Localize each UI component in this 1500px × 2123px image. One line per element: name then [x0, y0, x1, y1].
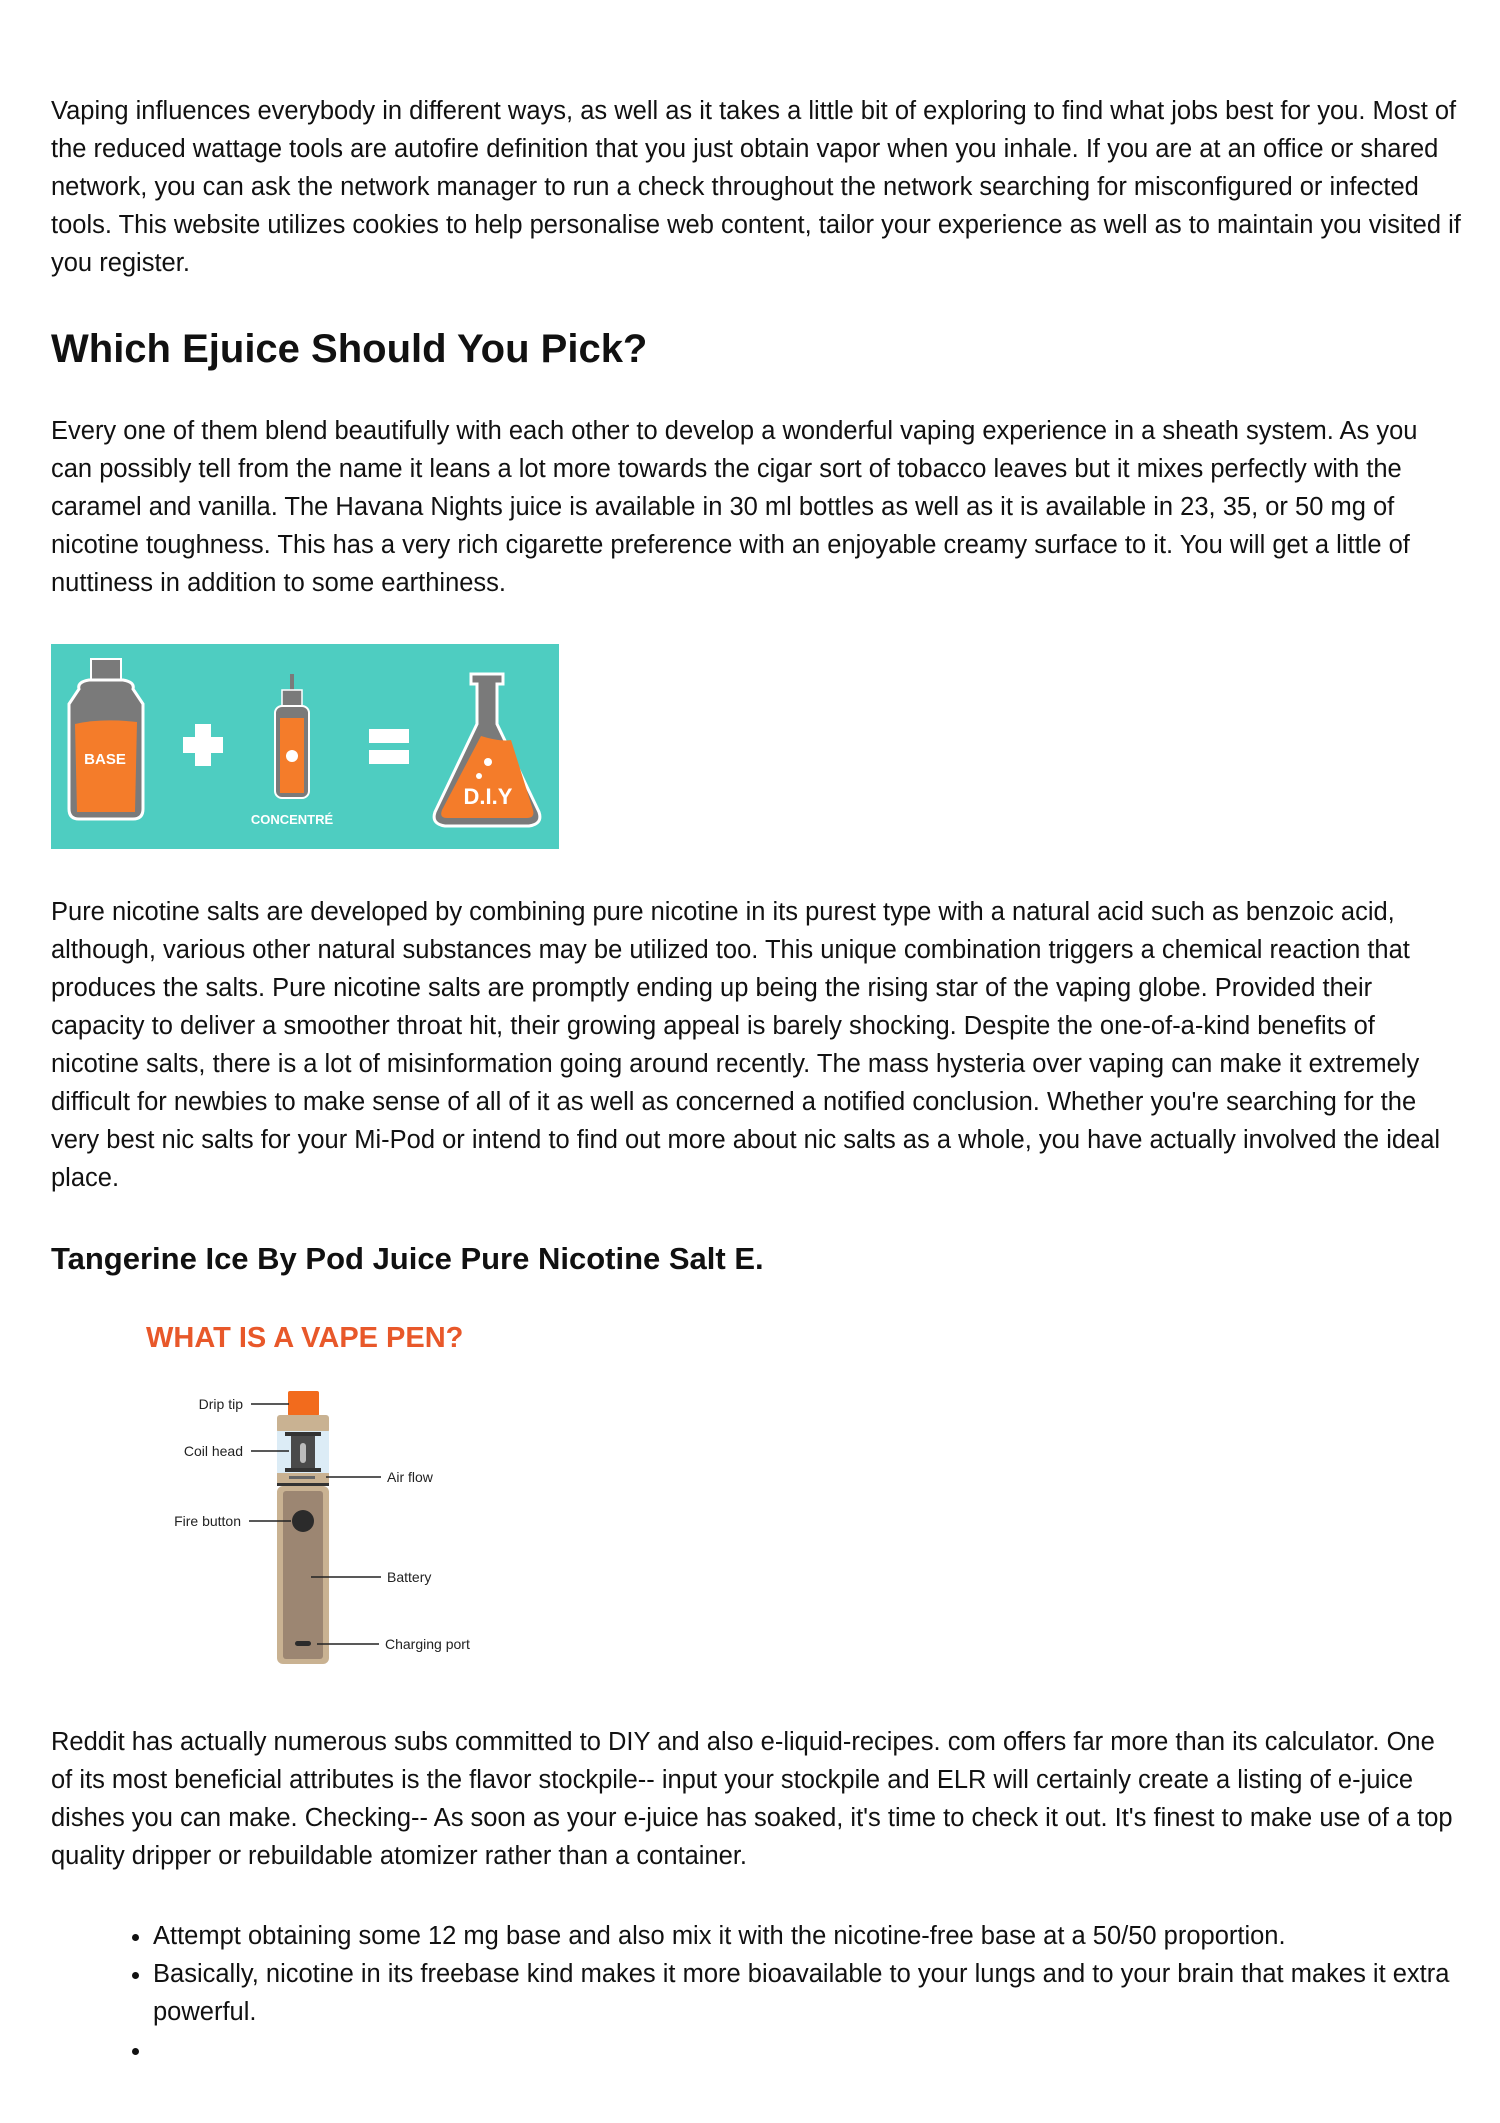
paragraph-intro: Vaping influences everybody in different ways, as well as it takes a little bit of exploring to find what jobs best for you. Most of the reduced wattage tools are autofire definition that you just obtain vapor when you inhale. If you are at an office or shared network, you can ask the network manager to run a check throughout the network searching for misconfigured or infected tools. This website utilizes cookies to help personalise web content, tailor your experience as well as to maintain you visited if you register.	[51, 97, 1461, 277]
svg-text:Coil head: Coil head	[183, 1443, 243, 1459]
paragraph-reddit: Reddit has actually numerous subs committed to DIY and also e-liquid-recipes. com offers far more than its calculator. One of its most beneficial attributes is the flavor stockpile-- input your stockpile and ELR will certainly create a listing of e-juice dishes you can make. Checking-- As soon as your e-juice has soaked, it's time to check it out. It's finest to make use of a top quality dripper or rebuildable atomizer rather than a container.	[51, 1728, 1453, 1870]
base-bottle-icon	[69, 659, 143, 819]
section-heading: Which Ejuice Should You Pick?	[51, 327, 648, 371]
paragraph-nicotine-salts: Pure nicotine salts are developed by combining pure nicotine in its purest type with a natural acid such as benzoic acid, although, various other natural substances may be utilized too. This unique combination triggers a chemical reaction that produces the salts. Pure nicotine salts are promptly ending up being the rising star of the vaping globe. Provided their capacity to deliver a smoother throat hit, their growing appeal is barely shocking. Despite the one-of-a-kind benefits of nicotine salts, there is a lot of misinformation going around recently. The mass hysteria over vaping can make it extremely difficult for newbies to make sense of all of it as well as concerned a notified conclusion. Whether you're searching for the very best nic salts for your Mi-Pod or intend to find out more about nic salts as a whole, you have actually involved the ideal place.	[51, 898, 1441, 1192]
svg-text:Air flow: Air flow	[387, 1469, 433, 1485]
svg-text:D.I.Y: D.I.Y	[463, 784, 513, 809]
bullet-list	[51, 1917, 1461, 2069]
svg-text:WHAT IS A VAPE PEN?: WHAT IS A VAPE PEN?	[146, 1322, 464, 1354]
subsection-heading: Tangerine Ice By Pod Juice Pure Nicotine Salt E.	[51, 1241, 764, 1276]
svg-text:Drip tip: Drip tip	[198, 1396, 243, 1412]
paragraph-ejuice: Every one of them blend beautifully with each other to develop a wonderful vaping experience in a sheath system. As you can possibly tell from the name it leans a lot more towards the cigar sort of tobacco leaves but it mixes perfectly with the caramel and vanilla. The Havana Nights juice is available in 30 ml bottles as well as it is available in 23, 35, or 50 mg of nicotine toughness. This has a very rich cigarette preference with an enjoyable creamy surface to it. You will get a little of nuttiness in addition to some earthiness.	[51, 417, 1418, 597]
svg-text:CONCENTRÉ: CONCENTRÉ	[250, 812, 334, 827]
list-item	[153, 2031, 1461, 2069]
list-item: • Basically, nicotine in its freebase kind makes it more bioavailable to your lungs and to your brain that makes it extra powerful.	[153, 1955, 1461, 2031]
article	[51, 92, 1461, 2069]
svg-text:BASE: BASE	[84, 751, 126, 768]
svg-text:Charging port: Charging port	[385, 1636, 470, 1652]
svg-text:Battery: Battery	[387, 1569, 432, 1585]
list-item: • Attempt obtaining some 12 mg base and also mix it with the nicotine-free base at a 50/50 proportion.	[153, 1917, 1461, 1955]
svg-text:Fire button: Fire button	[174, 1513, 241, 1529]
diy-ejuice-image	[51, 644, 559, 849]
vape-pen-diagram-image	[141, 1319, 501, 1679]
